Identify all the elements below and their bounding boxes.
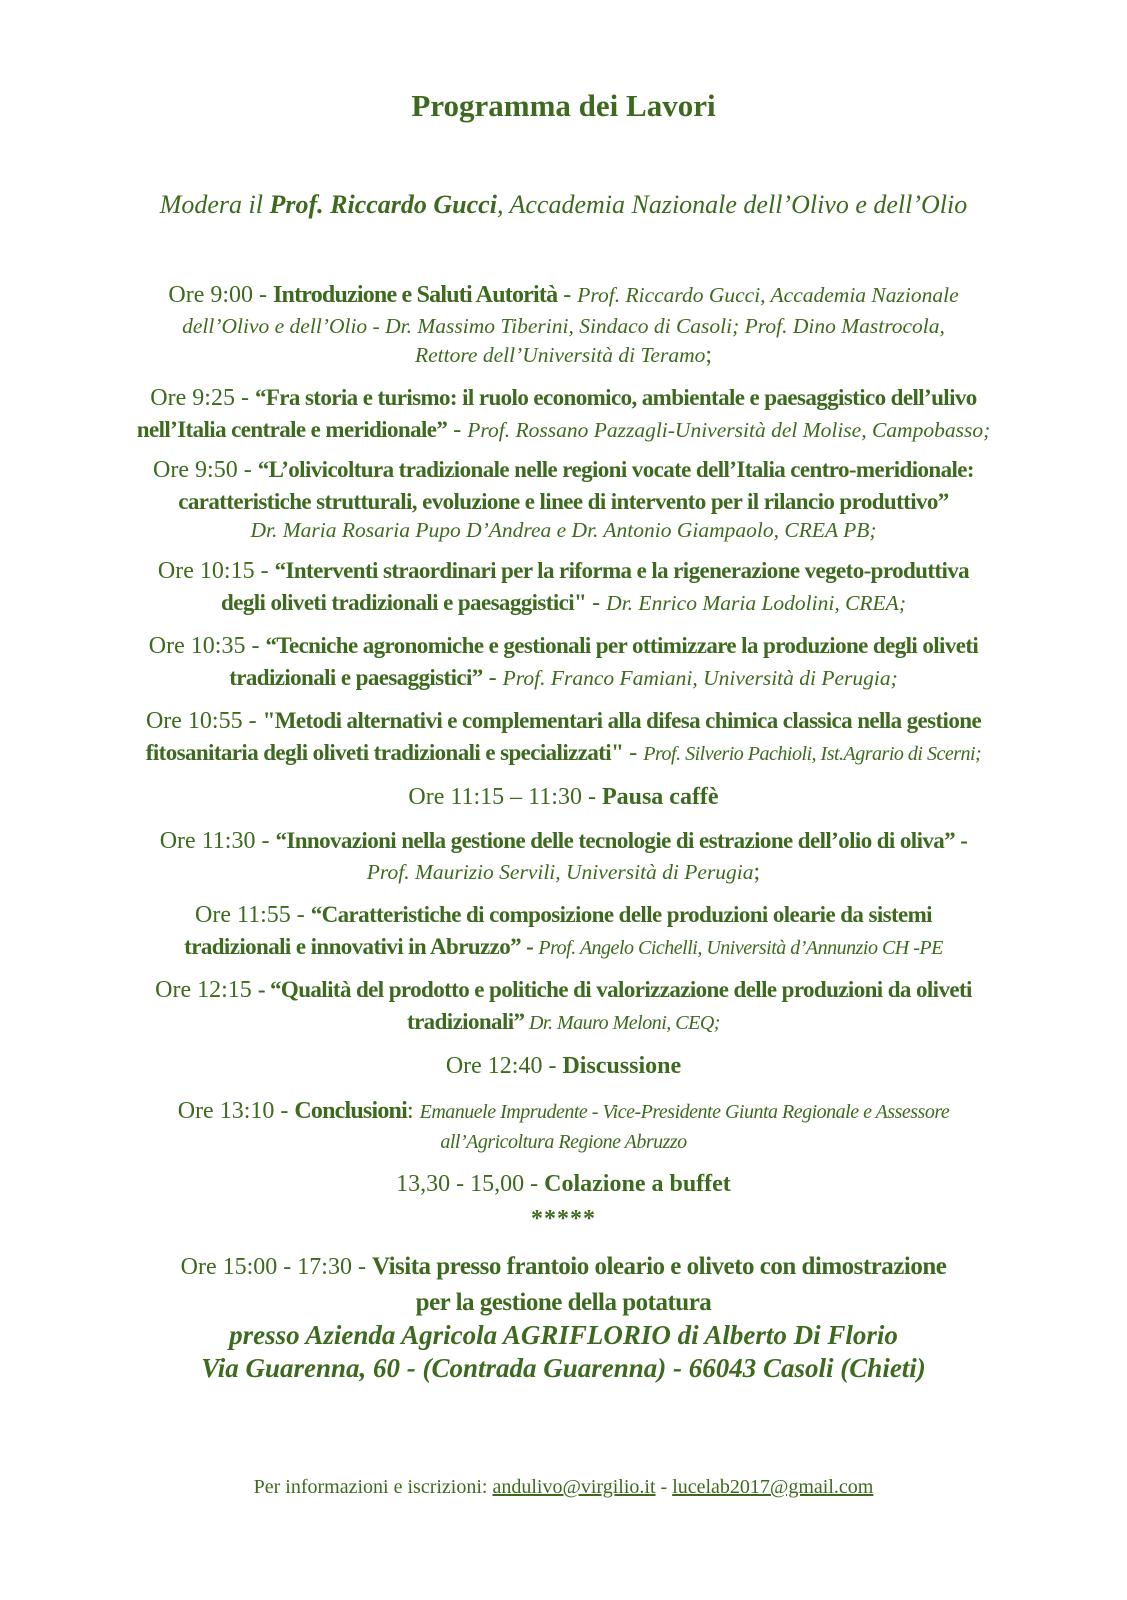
item-speakers: Emanuele Imprudente - Vice-Presidente Giunta Regionale e Assessore: [419, 1101, 950, 1123]
item-speakers: Prof. Franco Famiani, Università di Perugia;: [502, 666, 898, 690]
item-title: Colazione a buffet: [544, 1171, 731, 1197]
item-speakers: Prof. Silverio Pachioli, Ist.Agrario di Scerni;: [643, 743, 982, 765]
moderator-affiliation: , Accademia Nazionale dell’Olivo e dell’Olio: [496, 190, 968, 219]
program-item: [40, 1169, 1087, 1202]
program-item: Ore 10:35 - “Tecniche agronomiche e gestionali per ottimizzare la produzione degli oliveti tradizionali e paesaggistici” - Prof. Franco Famiani, Università di Perugia;: [148, 633, 979, 691]
item-title: “Caratteristiche di composizione delle produzioni olearie da sistemi: [310, 902, 932, 927]
item-title: tradizionali”: [407, 1009, 525, 1034]
item-speakers: Prof. Maurizio Servili, Università di Perugia: [366, 860, 754, 884]
program-item: [40, 455, 1087, 545]
visit-venue: presso Azienda Agricola AGRIFLORIO di Alberto Di Florio: [229, 1320, 898, 1350]
item-time: 13,30 - 15,00 -: [396, 1171, 545, 1197]
item-speakers: Prof. Angelo Cichelli, Università d’Annunzio CH -PE: [538, 937, 943, 959]
item-title: “L’olivicoltura tradizionale nelle regioni vocate dell’Italia centro-meridionale:: [257, 457, 974, 482]
program-item: Ore 11:55 - “Caratteristiche di composizione delle produzioni olearie da sistemi tradizionali e innovativi in Abruzzo” - Prof. Angelo Cichelli, Università d’Annunzio CH -PE: [184, 902, 943, 959]
email-link-lucelab[interactable]: lucelab2017@gmail.com: [672, 1476, 874, 1498]
item-title: - “Qualità del prodotto e politiche di valorizzazione delle produzioni da oliveti: [257, 977, 972, 1002]
item-time: Ore 12:40 -: [445, 1053, 563, 1079]
email-link-andulivo[interactable]: andulivo@virgilio.it: [492, 1476, 656, 1498]
item-time: Ore 10:15 -: [157, 558, 275, 584]
item-speakers: all’Agricoltura Regione Abruzzo: [440, 1131, 687, 1153]
item-time: Ore 9:25 -: [150, 385, 255, 411]
item-speakers: dell’Olivo e dell’Olio - Dr. Massimo Tiberini, Sindaco di Casoli; Prof. Dino Mastrocola,: [182, 314, 945, 338]
program-item: Ore 13:10 - Conclusioni: Emanuele Imprudente - Vice-Presidente Giunta Regionale e Assessore all’Agricoltura Regione Abruzzo: [40, 1097, 1087, 1157]
item-time: Ore 13:10 -: [177, 1098, 295, 1124]
moderator-prefix: Modera il: [159, 190, 270, 219]
item-title: tradizionali e paesaggistici”: [229, 665, 483, 690]
item-title: Pausa caffè: [601, 784, 719, 810]
item-title: nell’Italia centrale e meridionale”: [136, 417, 448, 442]
item-title: caratteristiche strutturali, evoluzione e linee di intervento per il rilancio produttivo”: [178, 489, 949, 514]
item-time: Ore 11:55 -: [195, 902, 311, 928]
moderator-name: Prof. Riccardo Gucci: [269, 190, 497, 219]
page-title: Programma dei Lavori: [411, 88, 716, 123]
item-title: fitosanitaria degli oliveti tradizionali e specializzati": [145, 740, 624, 765]
item-speakers: Dr. Maria Rosaria Pupo D’Andrea e Dr. Antonio Giampaolo, CREA PB;: [250, 518, 877, 542]
item-title: Conclusioni: [294, 1098, 407, 1124]
item-title: Discussione: [562, 1053, 682, 1079]
program-item: Ore 11:30 - “Innovazioni nella gestione delle tecnologie di estrazione dell’olio di oliva” - Prof. Maurizio Servili, Università di Perugia;: [159, 828, 968, 885]
item-title: Introduzione e Saluti Autorità: [273, 282, 558, 308]
item-time: Ore 10:35 -: [148, 633, 266, 659]
item-title: tradizionali e innovativi in Abruzzo”: [184, 934, 522, 959]
item-speakers: Prof. Riccardo Gucci, Accademia Nazionale: [577, 283, 959, 307]
program-item: Ore 10:55 - "Metodi alternativi e complementari alla difesa chimica classica nella gestione fitosanitaria degli oliveti tradizionali e specializzati" - Prof. Silverio Pachioli, Ist.Agrario di Scerni;: [145, 708, 982, 766]
item-speakers: Rettore dell’Università di Teramo: [414, 343, 706, 367]
item-title: degli oliveti tradizionali e paesaggistici": [221, 590, 587, 615]
program-item: [40, 782, 1087, 815]
footer-contact: Per informazioni e iscrizioni: andulivo@virgilio.it - lucelab2017@gmail.com: [253, 1476, 874, 1498]
item-speakers: Dr. Mauro Meloni, CEQ;: [524, 1012, 720, 1034]
program-item: Ore 10:15 - “Interventi straordinari per la riforma e la rigenerazione vegeto-produttiva degli oliveti tradizionali e paesaggistici" - Dr. Enrico Maria Lodolini, CREA;: [157, 558, 970, 616]
item-title: “Fra storia e turismo: il ruolo economico, ambientale e paesaggistico dell’ulivo: [254, 385, 977, 410]
moderator-line: [40, 188, 1087, 222]
visit-title: Visita presso frantoio oleario e oliveto con dimostrazione: [371, 1253, 947, 1280]
item-time: Ore 11:15 – 11:30 -: [408, 784, 602, 810]
item-time: Ore 12:15: [155, 977, 258, 1003]
separator: *****: [531, 1206, 596, 1232]
program-list: [40, 281, 1087, 1385]
program-item: Ore 9:25 - “Fra storia e turismo: il ruolo economico, ambientale e paesaggistico dell’ulivo nell’Italia centrale e meridionale” - Prof. Rossano Pazzagli-Università del Molise, Campobasso;: [136, 385, 991, 443]
visit-time: Ore 15:00 - 17:30 -: [180, 1254, 372, 1280]
item-title: "Metodi alternativi e complementari alla difesa chimica classica nella gestione: [262, 708, 982, 733]
visit-address: Via Guarenna, 60 - (Contrada Guarenna) - 66043 Casoli (Chieti): [201, 1353, 926, 1383]
program-item: [40, 975, 1087, 1039]
program-item: [40, 1051, 1087, 1084]
visit-title: per la gestione della potatura: [415, 1289, 712, 1316]
item-title: “Innovazioni nella gestione delle tecnologie di estrazione dell’olio di oliva” -: [275, 828, 968, 853]
program-item: Ore 9:00 - Introduzione e Saluti Autorità - Prof. Riccardo Gucci, Accademia Nazionale dell’Olivo e dell’Olio - Dr. Massimo Tiberini, Sindaco di Casoli; Prof. Dino Mastrocola, Rettore dell’Università di Teramo;: [40, 281, 1087, 372]
item-title: “Tecniche agronomiche e gestionali per ottimizzare la produzione degli oliveti: [265, 633, 979, 658]
item-time: Ore 9:00 -: [168, 282, 274, 308]
item-time: Ore 11:30 -: [159, 828, 276, 854]
item-time: Ore 10:55 -: [145, 708, 263, 734]
footer-label: Per informazioni e iscrizioni:: [253, 1476, 493, 1498]
item-time: Ore 9:50 -: [153, 457, 258, 483]
item-speakers: Dr. Enrico Maria Lodolini, CREA;: [606, 591, 906, 615]
item-title: “Interventi straordinari per la riforma e la rigenerazione vegeto-produttiva: [274, 558, 970, 583]
visit-block: [40, 1250, 1087, 1385]
item-speakers: Prof. Rossano Pazzagli-Università del Molise, Campobasso;: [467, 418, 991, 442]
